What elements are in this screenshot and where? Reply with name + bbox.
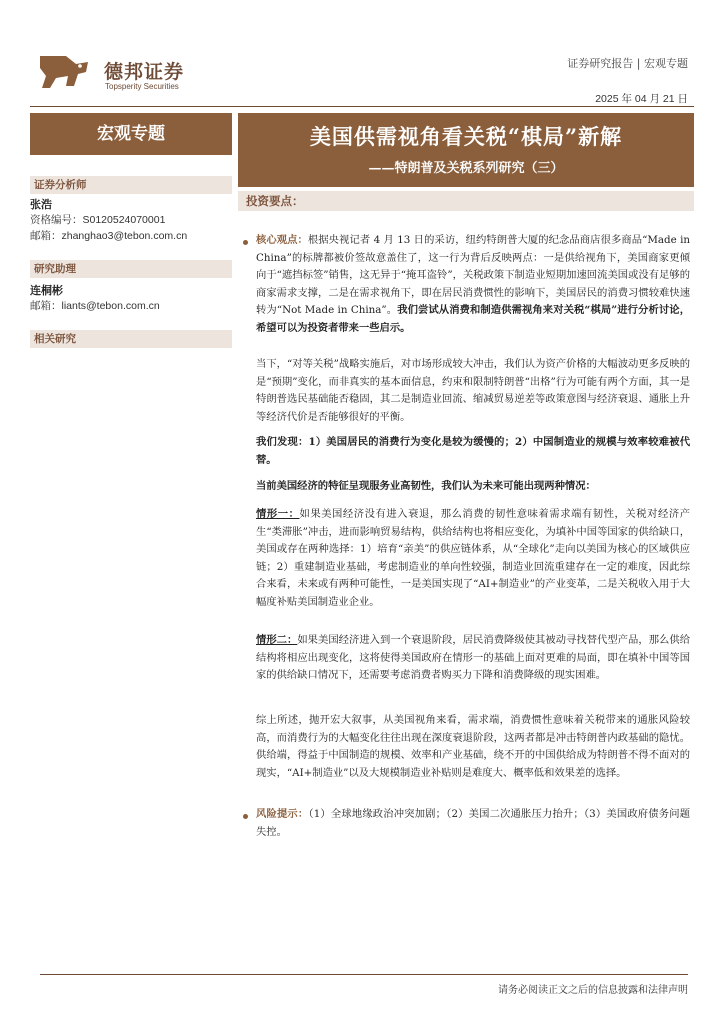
assistant-name: 连桐彬: [30, 284, 63, 297]
core-view-text: 根据央视记者 4 月 13 日的采访，纽约特朗普大厦的纪念品商店很多商品“Made in China”的标牌都被价签故意盖住了，这一行为背后反映两点：一是供给视角下，美国商家更倾向于“遮挡标签”销售，这无异于“掩耳盗铃”，关税政策下制造业短期加速回流美国或没有足够的商家需求支撑，二是在需求视角下，即在居民消费惯性的影响下，美国居民的消费习惯较难快速转为“Not Made in China”。: [256, 234, 691, 316]
analyst-name: 张浩: [30, 198, 52, 211]
analyst-email: [30, 228, 187, 243]
scenario-1-text: 如果美国经济没有进入衰退，那么消费的韧性意味着需求端有韧性，关税对经济产生“类滞胀”冲击，进而影响贸易结构，供给结构也将相应变化，为填补中国等国家的供给缺口，美国或存在两种选择：1）培育“亲美”的供应链体系，从“全球化”走向以美国为核心的区域供应链；2）重建制造业基础，考虑制造业的单向性较强，制造业回流重建存在一定的难度，因此综合来看，未来或有两种可能性，一是美国实现了“AI+制造业”的产业变革，二是关税收入用于大幅度补贴美国制造业企业。: [256, 508, 691, 608]
summary-paragraph: 综上所述，抛开宏大叙事，从美国视角来看，需求端，消费惯性意味着关税带来的通胀风险较高，而消费行为的大幅变化往往出现在深度衰退阶段，这两者都是冲击特朗普内政基础的隐忧。供给端，得益于中国制造的规模、效率和产业基础，绕不开的中国供给成为特朗普不得不面对的现实，“AI+制造业”以及大规模制造业补贴则是难度大、概率低和效果差的选择。: [256, 714, 690, 779]
outlook-paragraph: 当前美国经济的特征呈现服务业高韧性，我们认为未来可能出现两种情况：: [256, 480, 596, 492]
assistant-email-label: 邮箱：: [30, 300, 62, 312]
findings-paragraph: 我们发现：1）美国居民的消费行为变化是较为缓慢的；2）中国制造业的规模与效率较难被代替。: [256, 436, 690, 466]
scenario-2-label: 情形二：: [256, 634, 298, 646]
header-divider: [30, 106, 694, 107]
report-title: 美国供需视角看关税“棋局”新解: [309, 124, 623, 149]
report-date: 2025 年 04 月 21 日: [595, 93, 688, 105]
assistant-email-value[interactable]: liants@tebon.com.cn: [61, 300, 160, 312]
assistant-section-title: 研究助理: [30, 260, 232, 278]
analyst-email-label: 邮箱：: [30, 230, 62, 242]
core-view-label: 核心观点：: [256, 234, 308, 246]
footer-disclaimer: 请务必阅读正文之后的信息披露和法律声明: [498, 985, 688, 996]
company-name-cn: 德邦证券: [104, 61, 185, 83]
assistant-email: [30, 298, 160, 313]
scenario-1-paragraph: [256, 506, 690, 611]
scenario-1-label: 情形一：: [256, 508, 300, 520]
analyst-cert: [30, 212, 165, 227]
bullet-icon: [243, 240, 248, 245]
title-banner: [238, 113, 694, 187]
risk-text: （1）全球地缘政治冲突加剧；（2）美国二次通胀压力抬升；（3）美国政府债务问题失控。: [256, 808, 691, 838]
key-points-heading: 投资要点：: [238, 191, 694, 211]
core-view-paragraph: [256, 232, 690, 337]
report-category-tag: 宏观专题: [30, 113, 232, 155]
related-section-title: 相关研究: [30, 330, 232, 348]
scenario-2-paragraph: [256, 632, 690, 685]
paragraph-2: 当下，“对等关税”战略实施后，对市场形成较大冲击，我们认为资产价格的大幅波动更多反映的是“预期”变化，而非真实的基本面信息，约束和限制特朗普“出格”行为可能有两个方面，其一是特朗普选民基础能否稳固，其二是制造业回流、缩减贸易逆差等政策意图与经济衰退、通胀上升等经济代价是否能够很好的平衡。: [256, 358, 690, 423]
risk-label: 风险提示：: [256, 808, 309, 820]
bullet-icon: [243, 814, 248, 819]
report-type: 证券研究报告 | 宏观专题: [567, 57, 688, 70]
analyst-section-title: 证券分析师: [30, 176, 232, 194]
report-subtitle: ——特朗普及关税系列研究（三）: [368, 161, 564, 176]
company-name-en: Topsperity Securities: [105, 82, 179, 91]
analyst-email-value[interactable]: zhanghao3@tebon.com.cn: [61, 230, 188, 242]
analyst-cert-label: 资格编号：: [30, 214, 83, 226]
footer-divider: [40, 974, 688, 975]
risk-paragraph: [256, 806, 690, 841]
core-view-bold: 我们尝试从消费和制造供需视角来对关税“棋局”进行分析讨论，希望可以为投资者带来一些启示。: [256, 304, 690, 334]
scenario-2-text: 如果美国经济进入到一个衰退阶段，居民消费降级使其被动寻找替代型产品，那么供给结构将相应出现变化，这将使得美国政府在情形一的基础上面对更难的局面，即在填补中国等国家的供给缺口情况下，还需要考虑消费者购买力下降和消费降级的现实困难。: [256, 634, 691, 681]
analyst-cert-value: S0120524070001: [82, 214, 166, 226]
company-logo-icon: [36, 52, 92, 92]
